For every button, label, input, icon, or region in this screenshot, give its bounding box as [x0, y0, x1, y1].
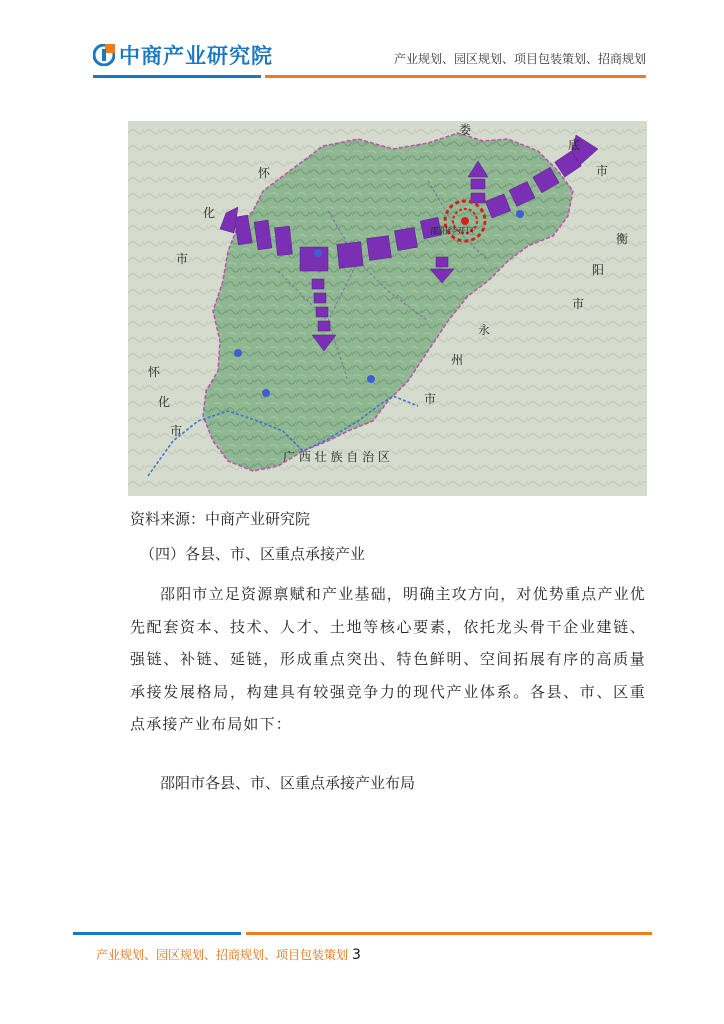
header-rule-orange — [265, 75, 646, 78]
section-title: （四）各县、市、区重点承接产业 — [140, 545, 366, 563]
county-seat-dot — [314, 249, 322, 257]
label-hua: 化 — [158, 395, 171, 409]
label-lou: 娄 — [459, 123, 472, 137]
central-south-block — [312, 279, 324, 289]
west-axis-block — [394, 227, 417, 250]
county-seat-dot — [234, 349, 242, 357]
label-hua: 化 — [203, 206, 216, 220]
label-zhou: 州 — [451, 353, 464, 367]
shaoyang-industry-map — [128, 121, 647, 496]
north-axis-block — [471, 179, 485, 189]
footer-rule-blue — [73, 932, 241, 935]
header-tagline: 产业规划、园区规划、项目包装策划、招商规划 — [393, 52, 646, 66]
label-heng: 衡 — [616, 232, 629, 246]
logo-text: 中商产业研究院 — [119, 44, 273, 68]
west-axis-block — [300, 247, 328, 271]
body-paragraph: 邵阳市立足资源禀赋和产业基础，明确主攻方向，对优势重点产业优先配套资本、技术、人才、土地等核心要素，依托龙头骨干企业建链、强链、补链、延链，形成重点突出、特色鲜明、空间拓展有序的高质量承接发展格局，构建具有较强竞争力的现代产业体系。各县、市、区重点承接产业布局如下： — [130, 585, 647, 733]
label-guangxi: 广 西 壮 族 自 治 区 — [283, 450, 390, 464]
label-huai: 怀 — [148, 365, 161, 379]
footer-tagline: 产业规划、园区规划、招商规划、项目包装策划 — [96, 948, 349, 962]
label-yang: 阳 — [592, 263, 605, 277]
south-axis-block — [436, 257, 448, 267]
county-seat-dot — [262, 389, 270, 397]
county-seat-dot — [516, 210, 524, 218]
label-shi: 市 — [176, 252, 189, 266]
source-note: 资料来源：中商产业研究院 — [130, 510, 311, 528]
west-axis-block — [275, 226, 293, 255]
company-logo — [93, 40, 273, 70]
west-axis-block — [337, 242, 363, 268]
page-number: 3 — [352, 947, 361, 963]
label-shi: 市 — [572, 297, 585, 311]
county-seat-dot — [367, 375, 375, 383]
label-shi: 市 — [596, 164, 609, 178]
core-zone-label: 邵阳经开区 — [430, 227, 476, 237]
page-header — [0, 0, 724, 90]
page-footer — [96, 946, 361, 963]
label-di: 底 — [568, 138, 581, 152]
label-yong: 永 — [478, 323, 491, 337]
label-shi: 市 — [424, 392, 437, 406]
logo-icon — [93, 44, 115, 66]
label-shi: 市 — [170, 424, 183, 438]
west-axis-block — [367, 236, 392, 261]
subheading: 邵阳市各县、市、区重点承接产业布局 — [160, 774, 416, 792]
central-south-block — [318, 321, 330, 331]
footer-rule-orange — [246, 932, 652, 935]
central-south-block — [316, 307, 328, 317]
header-rule-blue — [93, 75, 261, 78]
label-huai: 怀 — [258, 166, 271, 180]
central-south-block — [314, 293, 326, 303]
